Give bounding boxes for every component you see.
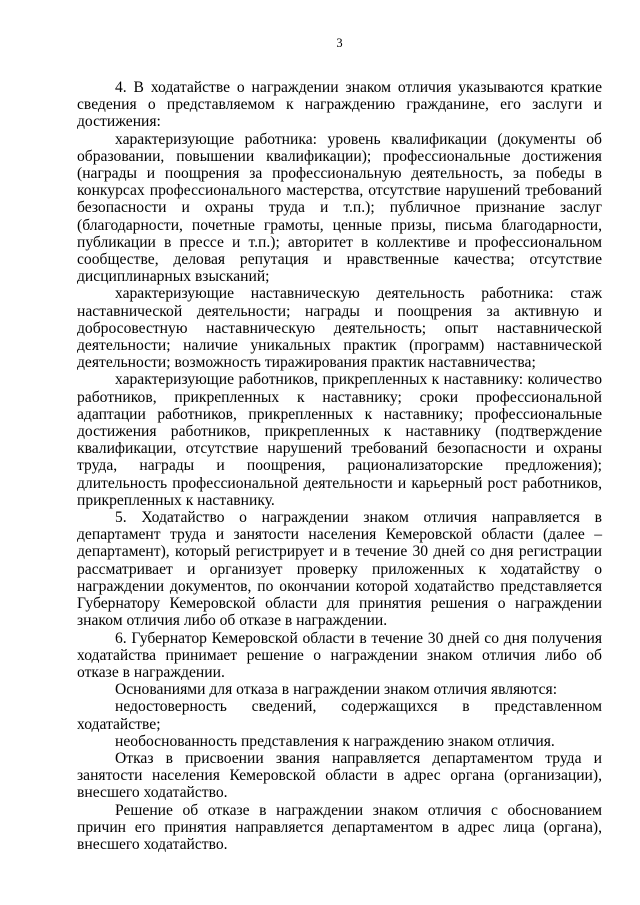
paragraph-refusal-decision: Решение об отказе в награждении знаком отличия с обоснованием причин его принятия направляется департаментом в адрес лица (органа), внесшего ходатайство. bbox=[77, 801, 602, 853]
paragraph-mentees-characteristics: характеризующие работников, прикрепленных к наставнику: количество работников, прикрепленных к наставнику; сроки профессиональной адаптации работников, прикрепленных к наставнику; профессиональные достижения работников, прикрепленных к наставнику (подтверждение квалификации, отсутствие нарушений требований безопасности и охраны труда, награды и поощрения, рационализаторские предложения); длительность профессиональной деятельности и карьерный рост работников, прикрепленных к наставнику. bbox=[77, 371, 602, 509]
paragraph-refusal-ground-1: недостоверность сведений, содержащихся в представленном ходатайстве; bbox=[77, 698, 602, 733]
paragraph-refusal-ground-2: необоснованность представления к награждению знаком отличия. bbox=[115, 732, 555, 750]
paragraph-item-6: 6. Губернатор Кемеровской области в течение 30 дней со дня получения ходатайства принимает решение о награждении знаком отличия либо об отказе в награждении. bbox=[77, 629, 602, 681]
paragraph-item-4: 4. В ходатайстве о награждении знаком отличия указываются краткие сведения о представляемом к награждению гражданине, его заслуги и достижения: bbox=[77, 79, 602, 131]
paragraph-title-refusal: Отказ в присвоении звания направляется департаментом труда и занятости населения Кемеровской области в адрес органа (организации), внесшего ходатайство. bbox=[77, 749, 602, 802]
page-number: 3 bbox=[336, 36, 343, 50]
paragraph-refusal-grounds: Основаниями для отказа в награждении знаком отличия являются: bbox=[115, 681, 558, 699]
paragraph-employee-characteristics: характеризующие работника: уровень квалификации (документы об образовании, повышении квалификации); профессиональные достижения (награды и поощрения за профессиональную деятельность, за победы в конкурсах профессионального мастерства, отсутствие нарушений требований безопасности и охраны труда и т.п.); публичное признание заслуг (благодарности, почетные грамоты, ценные призы, письма благодарности, публикации в прессе и т.п.); авторитет в коллективе и профессиональном сообществе, деловая репутация и нравственные качества; отсутствие дисциплинарных взысканий; bbox=[77, 130, 602, 286]
paragraph-mentoring-characteristics: характеризующие наставническую деятельность работника: стаж наставнической деятельности; награды и поощрения за активную и добросовестную наставническую деятельность; опыт наставнической деятельности; наличие уникальных практик (программ) наставнической деятельности; возможность тиражирования практик наставничества; bbox=[77, 285, 602, 372]
paragraph-item-5: 5. Ходатайство о награждении знаком отличия направляется в департамент труда и занятости населения Кемеровской области (далее – департамент), который регистрирует и в течение 30 дней со дня регистрации рассматривает и организует проверку приложенных к ходатайству о награждении документов, по окончании которой ходатайство представляется Губернатору Кемеровской области для принятия решения о награждении знаком отличия либо об отказе в награждении. bbox=[77, 509, 602, 630]
